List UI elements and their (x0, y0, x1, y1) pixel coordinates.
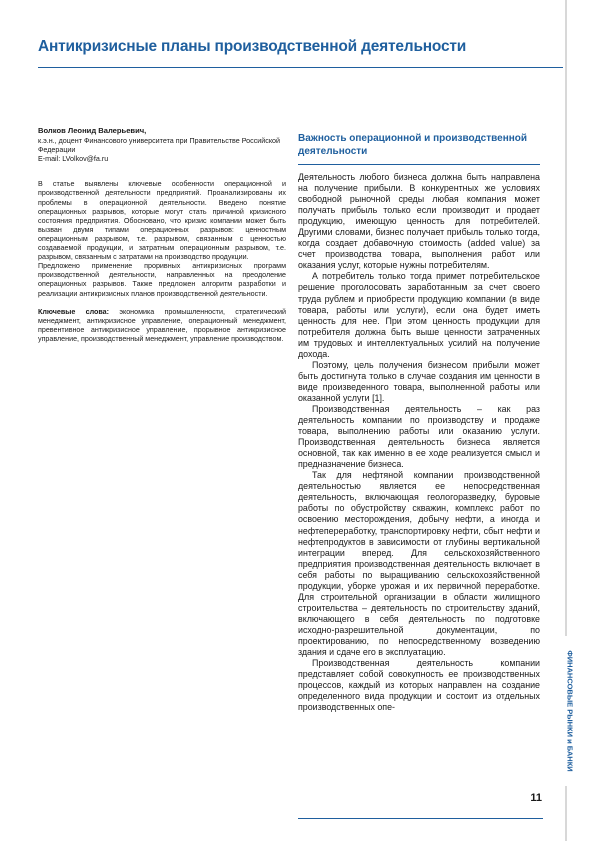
abstract (38, 180, 286, 298)
author-name: Волков Леонид Валерьевич, (38, 126, 147, 135)
article-title: Антикризисные планы производственной деятельности (38, 38, 467, 55)
section-body (298, 172, 540, 713)
body-paragraph: Так для нефтяной компании производственной деятельностью является ее непосредственная деятельность, включающая геологоразведку, буровые работы по обустройству скважин, комплекс работ по освоению месторождения, добычу нефти, а иногда и нефтепереработку, транспортировку нефти, сбыт нефти и нефтепродуктов в зависимости от глубины вертикальной интеграции вперед. Для сельскохозяйственного предприятия производственная деятельность включает в себя работы по выращиванию сельскохозяйственной продукции, уборке урожая и их первичной переработке. Для строительной организации в области жилищного строительства – деятельность по строительству зданий, включающего в себя деятельность по подготовке исходно-разрешительной документации, по проектированию, по непосредственному возведению здания и сдаче его в эксплуатацию. (298, 470, 540, 658)
right-column (298, 133, 540, 713)
body-paragraph: Производственная деятельность компании представляет собой совокупность ее производственных процессов, каждый из которых направлен на создание определенного вида продукции и состоит из отдельных производственных опе- (298, 658, 540, 713)
title-divider (38, 67, 563, 68)
left-column (38, 126, 286, 344)
keywords-label: Ключевые слова: (38, 307, 110, 316)
author-email: E-mail: LVolkov@fa.ru (38, 155, 109, 164)
body-paragraph: Деятельность любого бизнеса должна быть направлена на получение прибыли. В конкурентных же условиях свободной рыночной среды любая компания может получать прибыль только если производит и продает продукцию, имеющую ценность для потребителей. Другими словами, бизнес получает прибыль только тогда, когда создает добавочную стоимость (added value) за счет производства товара, выполнения работ или оказания услуг, которые нужны потребителям. (298, 172, 540, 271)
abstract-paragraph-2: Предложено применение проривных антикризисных программ производственной деятельности, направленных на преодоление операционных разрывов. Также предложен алгоритм разработки и реализации антикризисных планов производственной деятельности. (38, 262, 286, 298)
page-number: 11 (530, 792, 542, 804)
body-paragraph: А потребитель только тогда примет потребительское решение проголосовать заработанным за счет своего труда рублем и приобрести продукцию компании (в виде товара, работы или услуги), если она будет иметь ценность для нее. При этом ценность продукции для потребителя должна быть выше ценности затраченных им трудовых и интеллектуальных усилий на получение дохода. (298, 271, 540, 359)
section-heading-divider (298, 164, 540, 165)
section-heading: Важность операционной и производственной деятельности (298, 133, 528, 157)
author-affiliation: к.э.н., доцент Финансового университета при Правительстве Российской Федерации (38, 137, 280, 155)
journal-section-label: ФИНАНСОВЫЕ РЫНКИ и БАНКИ (565, 650, 575, 772)
abstract-paragraph-1: В статье выявлены ключевые особенности операционной и производственной деятельности предприятий. Проанализированы их проблемы в операционной деятельности. Введено понятие операционных разрывов, которые могут стать причиной кризисного состояния предприятия. Обосновано, что кризис компании может быть вызван двумя типами операционных разрывов: ценностным операционным разрывом, т.е. разрывом, связанным с ценностью создаваемой продукции, и затратным операционным разрывом, т.е. разрывом, связанным с затратами на производство продукции. (38, 180, 286, 262)
footer-divider (298, 818, 543, 819)
body-paragraph: Поэтому, цель получения бизнесом прибыли может быть достигнута только в случае создания им ценности в виде произведенного товара, выполненной работы или оказанной услуги [1]. (298, 359, 540, 403)
body-paragraph: Производственная деятельность – как раз деятельность компании по производству и продаже товара, выполнению работы или оказанию услуги. Производственная деятельность бизнеса является основной, так как именно в ее ходе реализуется смысл и предназначение бизнеса. (298, 403, 540, 470)
keywords-text: экономика промышленности, стратегический менеджмент, антикризисное управление, операционный менеджмент, превентивное антикризисное управление, прорывное антикризисное управление, производственный менеджмент, управление производством. (38, 307, 286, 343)
keywords (38, 308, 286, 344)
